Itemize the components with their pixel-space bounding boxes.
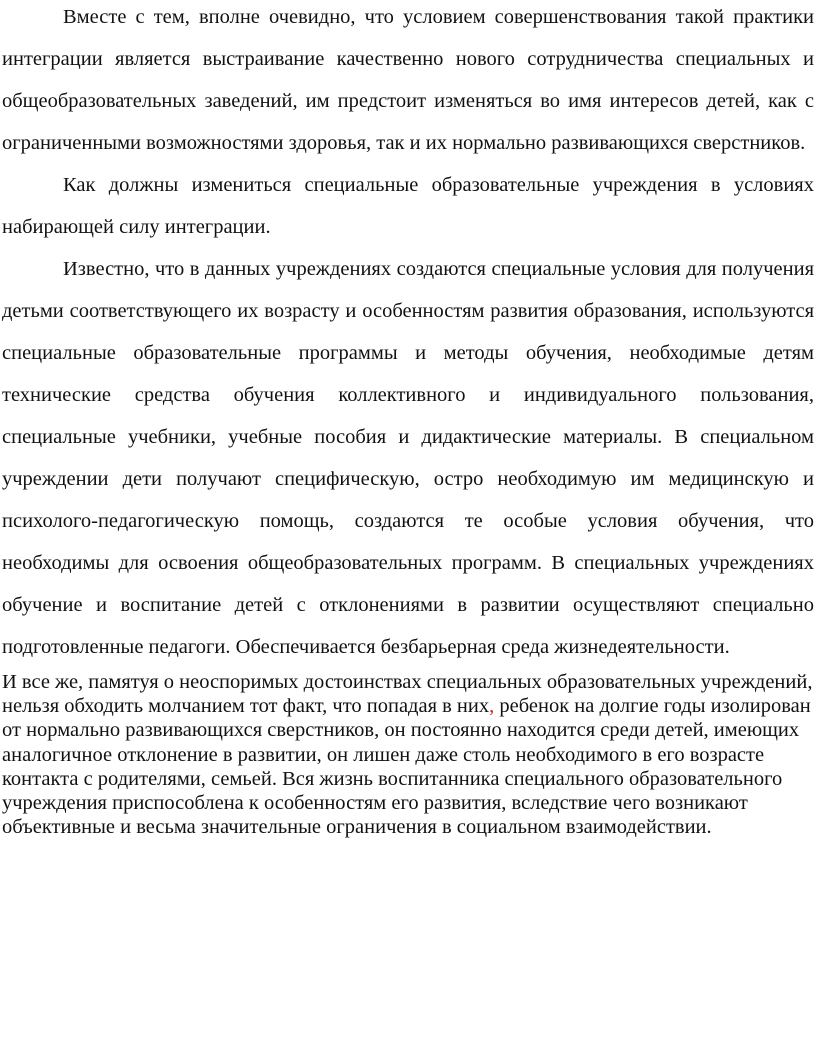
paragraph-4-start: И все же, памятуя о неоспоримых достоинствах специальных образовательных учреждений, нельзя обходить молчанием тот факт, что попадая в них xyxy=(2,671,813,718)
paragraph-4-accent-comma: , xyxy=(489,695,495,718)
paragraph-4-rest: ребенок на долгие годы изолирован от нормально развивающихся сверстников, он постоянно находится среди детей, имеющих аналогичное отклонение в развитии, он лишен даже столь необходимого в его возрасте контакта с родителями, семьей. Вся жизнь воспитанника специального образовательного учреждения приспособлена к особенностям его развития, вследствие чего возникают объективные и весьма значительные ограничения в социальном взаимодействии. xyxy=(2,695,811,839)
paragraph-4 xyxy=(2,670,814,839)
paragraph-3: Известно, что в данных учреждениях создаются специальные условия для получения детьми соответствующего их возрасту и особенностям развития образования, используются специальные образовательные программы и методы обучения, необходимые детям технические средства обучения коллективного и индивидуального пользования, специальные учебники, учебные пособия и дидактические материалы. В специальном учреждении дети получают специфическую, остро необходимую им медицинскую и психолого-педагогическую помощь, создаются те особые условия обучения, что необходимы для освоения общеобразовательных программ. В специальных учреждениях обучение и воспитание детей с отклонениями в развитии осуществляют специально подготовленные педагоги. Обеспечивается безбарьерная среда жизнедеятельности. xyxy=(2,258,814,658)
paragraph-2: Как должны измениться специальные образовательные учреждения в условиях набирающей силу интеграции. xyxy=(2,174,814,238)
paragraph-1: Вместе с тем, вполне очевидно, что условием совершенствования такой практики интеграции является выстраивание качественно нового сотрудничества специальных и общеобразовательных заведений, им предстоит изменяться во имя интересов детей, как с ограниченными возможностями здоровья, так и их нормально развивающихся сверстников. xyxy=(2,6,814,154)
